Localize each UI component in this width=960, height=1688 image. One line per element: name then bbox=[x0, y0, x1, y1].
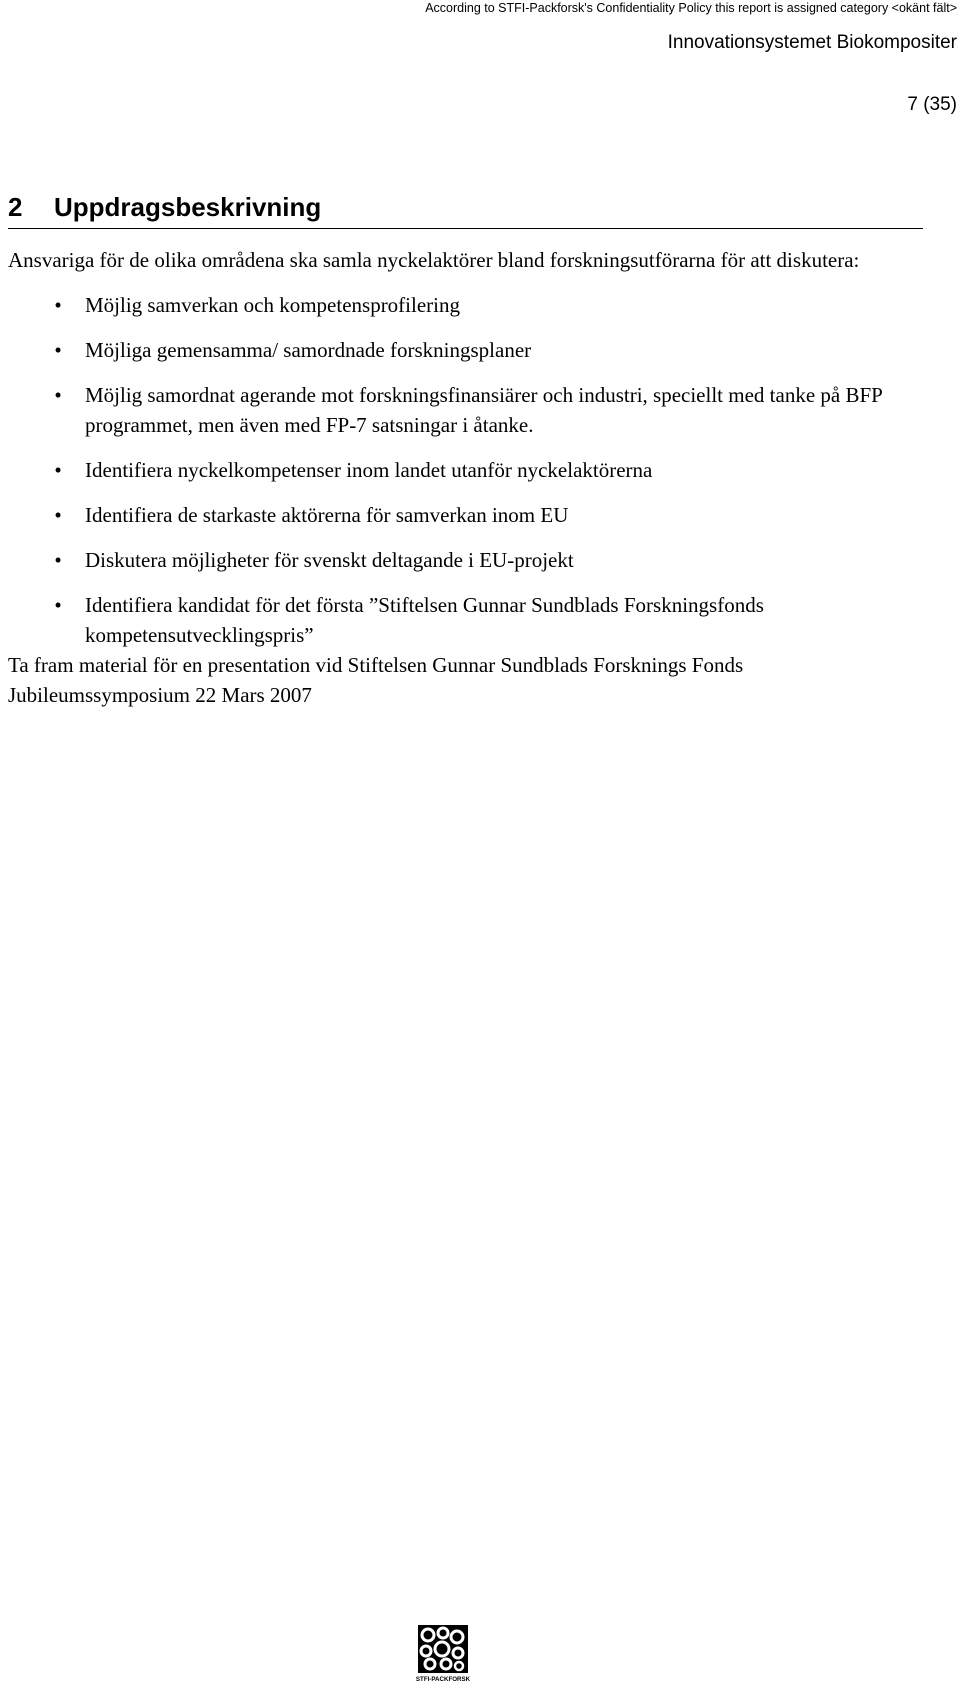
bullet-icon: • bbox=[54, 458, 62, 482]
closing-paragraph: Ta fram material för en presentation vid Stiftelsen Gunnar Sundblads Forsknings Fonds Jubileumssymposium 22 Mars 2007 bbox=[8, 653, 744, 707]
list-item bbox=[8, 380, 923, 440]
bullet-icon: • bbox=[54, 293, 62, 317]
section-heading bbox=[8, 190, 923, 229]
list-item-text: Möjlig samordnat agerande mot forskningsfinansiärer och industri, speciellt med tanke på BFP programmet, men även med FP-7 satsningar i åtanke. bbox=[85, 383, 883, 437]
list-item-text: Identifiera de starkaste aktörerna för samverkan inom EU bbox=[85, 503, 569, 527]
document-title: Innovationsystemet Biokompositer bbox=[667, 32, 957, 53]
section-number: 2 bbox=[8, 192, 23, 222]
bullet-icon: • bbox=[54, 383, 62, 407]
list-item bbox=[8, 545, 923, 575]
list-item bbox=[8, 455, 923, 485]
intro-paragraph: Ansvariga för de olika områdena ska samla nyckelaktörer bland forskningsutförarna för att diskutera: bbox=[8, 248, 860, 272]
bullet-list bbox=[8, 290, 923, 650]
list-item-text: Möjlig samverkan och kompetensprofilering bbox=[85, 293, 460, 317]
list-item bbox=[8, 590, 923, 650]
section-title: Uppdragsbeskrivning bbox=[54, 192, 322, 222]
bullet-icon: • bbox=[54, 338, 62, 362]
page-number: 7 (35) bbox=[907, 94, 957, 115]
list-item bbox=[8, 290, 923, 320]
list-item-text: Möjliga gemensamma/ samordnade forskningsplaner bbox=[85, 338, 532, 362]
stfi-packforsk-logo-icon bbox=[416, 1625, 470, 1683]
bullet-icon: • bbox=[54, 593, 62, 617]
confidentiality-notice: According to STFI-Packforsk's Confidentiality Policy this report is assigned category <okänt fält> bbox=[425, 1, 957, 15]
list-item-text: Identifiera kandidat för det första ”Stiftelsen Gunnar Sundblads Forskningsfonds kompetensutvecklingspris” bbox=[85, 593, 764, 647]
list-item bbox=[8, 335, 923, 365]
logo-text: STFI-PACKFORSK bbox=[416, 1676, 470, 1683]
list-item-text: Diskutera möjligheter för svenskt deltagande i EU-projekt bbox=[85, 548, 574, 572]
bullet-icon: • bbox=[54, 503, 62, 527]
section-body bbox=[8, 245, 923, 710]
list-item bbox=[8, 500, 923, 530]
bullet-icon: • bbox=[54, 548, 62, 572]
list-item-text: Identifiera nyckelkompetenser inom landet utanför nyckelaktörerna bbox=[85, 458, 653, 482]
